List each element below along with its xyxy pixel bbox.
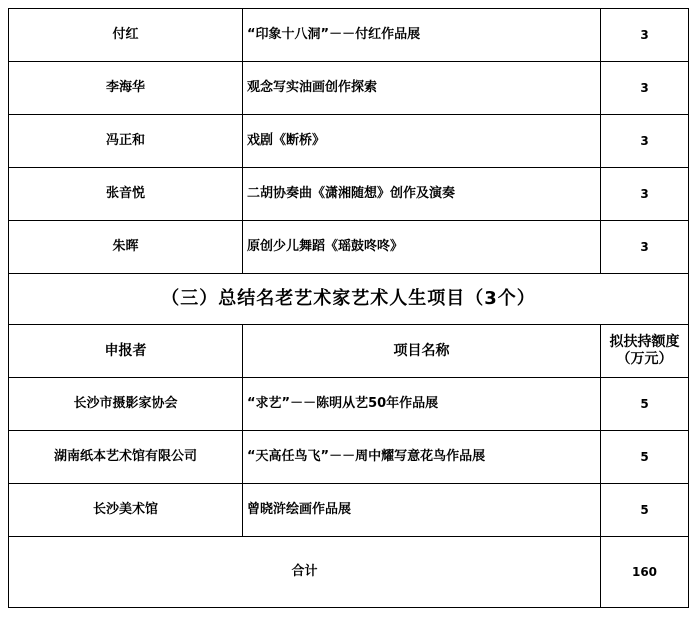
- amount-header: [601, 325, 689, 378]
- table-row: [9, 62, 689, 115]
- applicant-cell: 长沙美术馆: [9, 484, 243, 537]
- table-row: [9, 115, 689, 168]
- amount-cell: 3: [601, 168, 689, 221]
- amount-header-line1: 拟扶持额度: [609, 333, 680, 350]
- project-cell: “天高任鸟飞”－－周中耀写意花鸟作品展: [243, 431, 601, 484]
- total-value: 160: [601, 537, 689, 608]
- amount-cell: 3: [601, 221, 689, 274]
- section-title-row: [9, 274, 689, 325]
- funding-table: [8, 8, 689, 608]
- applicant-cell: 张音悦: [9, 168, 243, 221]
- table-row: [9, 221, 689, 274]
- table-row: [9, 168, 689, 221]
- project-cell: 观念写实油画创作探索: [243, 62, 601, 115]
- applicant-header: 申报者: [9, 325, 243, 378]
- total-row: [9, 537, 689, 608]
- amount-cell: 3: [601, 62, 689, 115]
- project-cell: 原创少儿舞蹈《瑶鼓咚咚》: [243, 221, 601, 274]
- project-cell: 二胡协奏曲《潇湘随想》创作及演奏: [243, 168, 601, 221]
- applicant-cell: 朱晖: [9, 221, 243, 274]
- applicant-cell: 湖南纸本艺术馆有限公司: [9, 431, 243, 484]
- total-label: 合计: [9, 537, 601, 608]
- amount-header-line2: （万元）: [616, 351, 673, 367]
- amount-cell: 5: [601, 378, 689, 431]
- table-row: [9, 431, 689, 484]
- header-row: [9, 325, 689, 378]
- amount-cell: 3: [601, 9, 689, 62]
- table-row: [9, 484, 689, 537]
- section-title: （三）总结名老艺术家艺术人生项目（3个）: [9, 274, 689, 325]
- amount-cell: 5: [601, 431, 689, 484]
- amount-cell: 5: [601, 484, 689, 537]
- amount-cell: 3: [601, 115, 689, 168]
- project-cell: “求艺”－－陈明从艺50年作品展: [243, 378, 601, 431]
- project-cell: “印象十八洞”－－付红作品展: [243, 9, 601, 62]
- project-cell: 曾晓浒绘画作品展: [243, 484, 601, 537]
- project-name-header: 项目名称: [243, 325, 601, 378]
- table-row: [9, 9, 689, 62]
- applicant-cell: 李海华: [9, 62, 243, 115]
- applicant-cell: 长沙市摄影家协会: [9, 378, 243, 431]
- applicant-cell: 冯正和: [9, 115, 243, 168]
- table-row: [9, 378, 689, 431]
- project-cell: 戏剧《断桥》: [243, 115, 601, 168]
- applicant-cell: 付红: [9, 9, 243, 62]
